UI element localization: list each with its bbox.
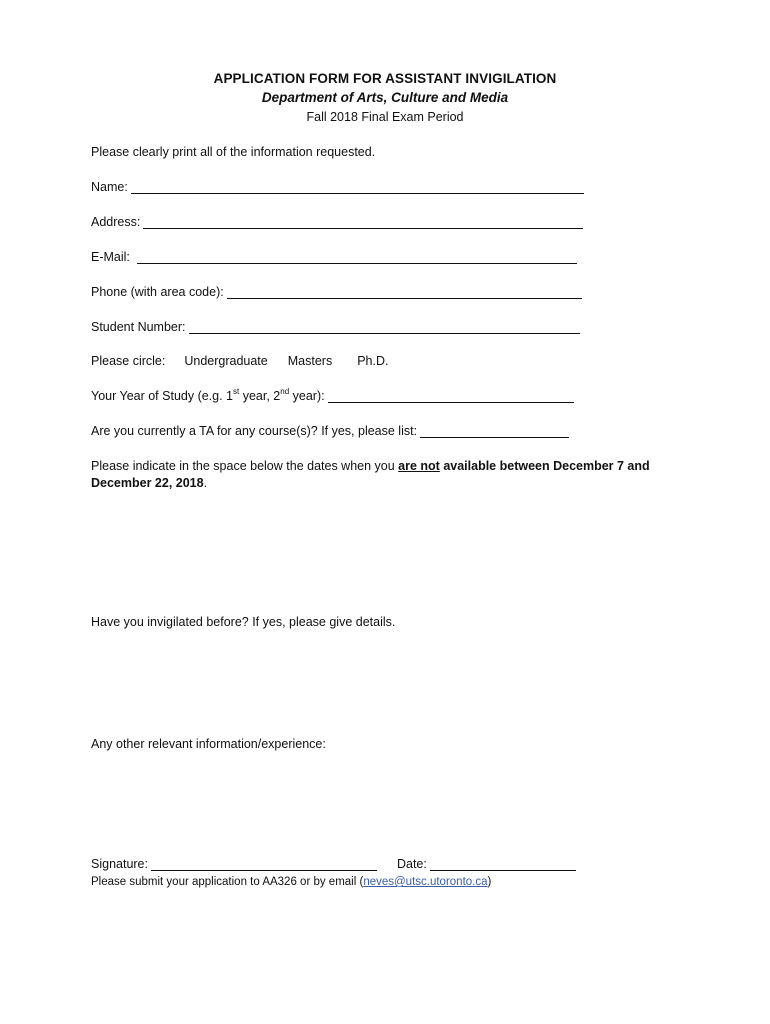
address-field[interactable]	[143, 215, 583, 229]
ta-label: Are you currently a TA for any course(s)? If yes, please list:	[91, 424, 418, 438]
student-number-field[interactable]	[189, 320, 580, 334]
year-of-study-row	[91, 386, 574, 403]
year-of-study-label: Your Year of Study (e.g. 1st year, 2nd year):	[91, 386, 325, 403]
department-name: Department of Arts, Culture and Media	[261, 90, 509, 105]
exam-period: Fall 2018 Final Exam Period	[306, 110, 464, 124]
invigilated-question: Have you invigilated before? If yes, please give details.	[91, 615, 396, 629]
emphasis-are-not: are not	[398, 459, 440, 473]
student-number-row	[91, 320, 580, 334]
student-number-label: Student Number:	[91, 320, 186, 334]
year-of-study-field[interactable]	[328, 389, 574, 403]
instruction-label: Please clearly print all of the information requested.	[91, 145, 376, 159]
signature-field[interactable]	[151, 857, 377, 871]
other-info-question: Any other relevant information/experience:	[91, 737, 326, 751]
availability-paragraph: Please indicate in the space below the dates when you are not available between December 7 and December 22, 2018.	[91, 459, 650, 490]
address-label: Address:	[91, 215, 141, 229]
email-link[interactable]: neves@utsc.utoronto.ca	[363, 876, 488, 888]
circle-label: Please circle:	[91, 354, 166, 368]
phone-label: Phone (with area code):	[91, 285, 224, 299]
email-row	[91, 250, 577, 264]
name-label: Name:	[91, 180, 128, 194]
address-row	[91, 215, 583, 229]
signature-row	[91, 857, 576, 871]
email-field[interactable]	[137, 250, 577, 264]
date-field[interactable]	[430, 857, 576, 871]
date-label: Date:	[396, 857, 427, 871]
email-label: E-Mail:	[91, 250, 130, 264]
submission-note: Please submit your application to AA326 or by email (neves@utsc.utoronto.ca)	[91, 876, 492, 888]
ta-row	[91, 424, 569, 438]
instruction-text	[91, 145, 375, 159]
option-undergraduate[interactable]: Undergraduate	[184, 354, 268, 368]
phone-field[interactable]	[227, 285, 582, 299]
phone-row	[91, 285, 582, 299]
name-field[interactable]	[131, 180, 584, 194]
signature-label: Signature:	[91, 857, 148, 871]
option-phd[interactable]: Ph.D.	[357, 354, 389, 368]
form-title: APPLICATION FORM FOR ASSISTANT INVIGILATION	[213, 71, 557, 86]
option-masters[interactable]: Masters	[287, 354, 333, 368]
program-circle-row	[91, 354, 388, 368]
ta-field[interactable]	[420, 424, 569, 438]
name-row	[91, 180, 584, 194]
